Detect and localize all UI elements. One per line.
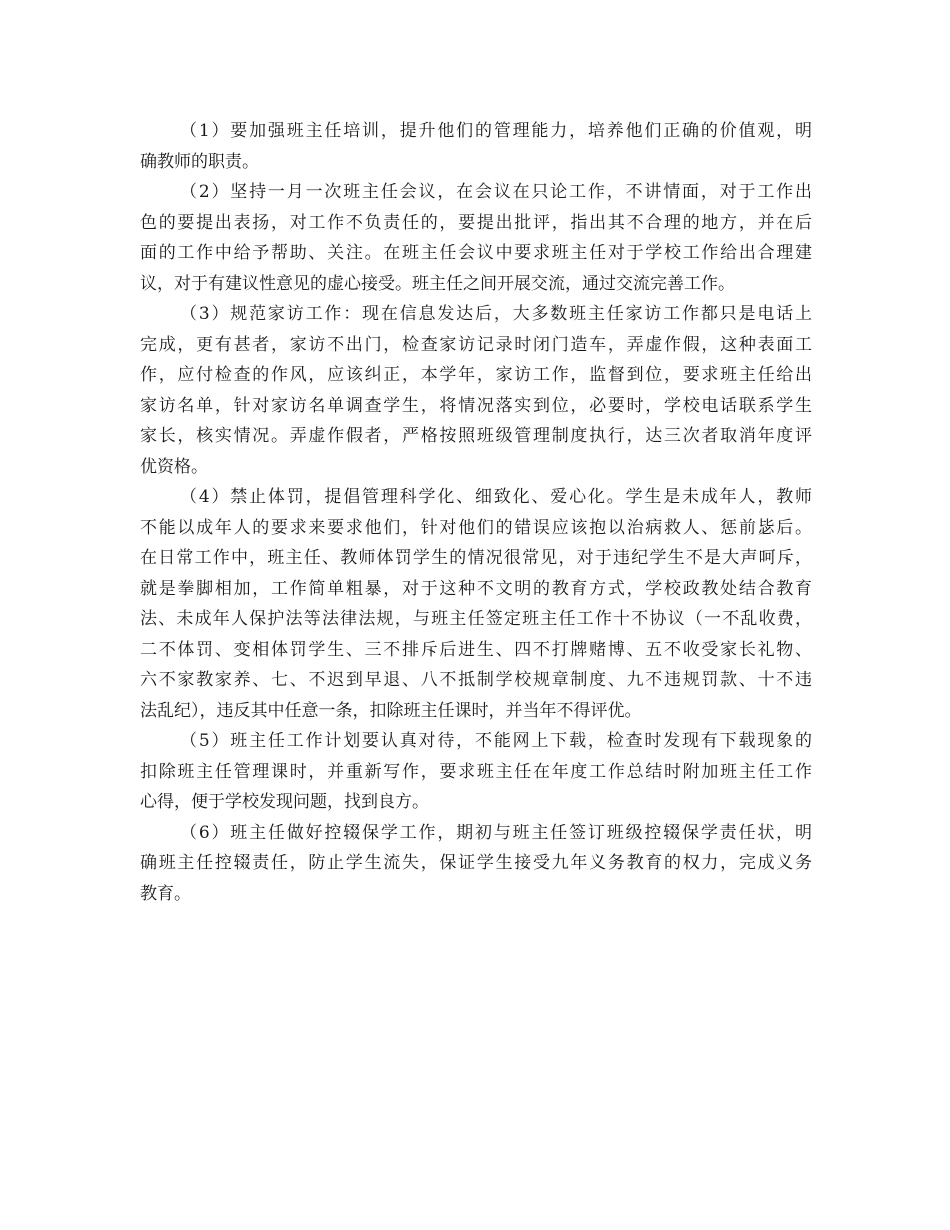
- paragraph-5: [140, 726, 812, 818]
- text-line: 心得，便于学校发现问题，找到良方。: [140, 792, 429, 812]
- text-line: 法乱纪），违反其中任意一条，扣除班主任课时，并当年不得评优。: [140, 700, 642, 721]
- text-line: 就是拳脚相加，工作简单粗暴，对于这种不文明的教育方式，学校政教处结合教育: [140, 578, 812, 599]
- paragraph-3: [140, 299, 812, 482]
- paragraph-4: [140, 482, 812, 726]
- text-line: （4）禁止体罚，提倡管理科学化、细致化、爱心化。学生是未成年人，教师: [180, 487, 812, 507]
- text-line: 议，对于有建议性意见的虚心接受。班主任之间开展交流，通过交流完善工作。: [140, 273, 735, 294]
- paragraph-2: [140, 177, 812, 299]
- text-line: 六不家教家养、七、不迟到早退、八不抵制学校规章制度、九不违规罚款、十不违: [140, 670, 812, 690]
- text-line: 作，应付检查的作风，应该纠正，本学年，家访工作，监督到位，要求班主任给出: [140, 365, 812, 385]
- paragraph-6: [140, 818, 812, 910]
- paragraph-1: [140, 116, 812, 177]
- text-line: 不能以成年人的要求来要求他们，针对他们的错误应该抱以治病救人、惩前毖后。: [140, 517, 812, 538]
- text-line: 面的工作中给予帮助、关注。在班主任会议中要求班主任对于学校工作给出合理建: [140, 243, 812, 263]
- text-line: （6）班主任做好控辍保学工作，期初与班主任签订班级控辍保学责任状，明: [180, 822, 812, 843]
- text-line: （3）规范家访工作：现在信息发达后，大多数班主任家访工作都只是电话上: [180, 304, 812, 324]
- text-line: 完成，更有甚者，家访不出门，检查家访记录时闭门造车，弄虚作假，这种表面工: [140, 334, 812, 355]
- text-line: （2）坚持一月一次班主任会议，在会议在只论工作，不讲情面，对于工作出: [180, 182, 812, 202]
- text-line: 法、未成年人保护法等法律法规，与班主任签定班主任工作十不协议（一不乱收费，: [140, 609, 812, 629]
- text-line: 优资格。: [140, 456, 208, 477]
- text-line: 教育。: [140, 883, 191, 904]
- text-line: 色的要提出表扬，对工作不负责任的，要提出批评，指出其不合理的地方，并在后: [140, 212, 812, 233]
- text-line: 确班主任控辍责任，防止学生流失，保证学生接受九年义务教育的权力，完成义务: [140, 853, 812, 873]
- text-line: （1）要加强班主任培训，提升他们的管理能力，培养他们正确的价值观，明: [180, 121, 812, 141]
- text-line: （5）班主任工作计划要认真对待，不能网上下载，检查时发现有下载现象的: [180, 731, 812, 751]
- text-line: 确教师的职责。: [140, 151, 259, 172]
- text-line: 扣除班主任管理课时，并重新写作，要求班主任在年度工作总结时附加班主任工作: [140, 761, 812, 782]
- text-line: 二不体罚、变相体罚学生、三不排斥后进生、四不打牌赌博、五不收受家长礼物、: [140, 639, 812, 660]
- document-body: [140, 116, 812, 909]
- text-line: 家访名单，针对家访名单调查学生，将情况落实到位，必要时，学校电话联系学生: [140, 395, 812, 416]
- text-line: 家长，核实情况。弄虚作假者，严格按照班级管理制度执行，达三次者取消年度评: [140, 426, 812, 446]
- text-line: 在日常工作中，班主任、教师体罚学生的情况很常见，对于违纪学生不是大声呵斥，: [140, 548, 812, 568]
